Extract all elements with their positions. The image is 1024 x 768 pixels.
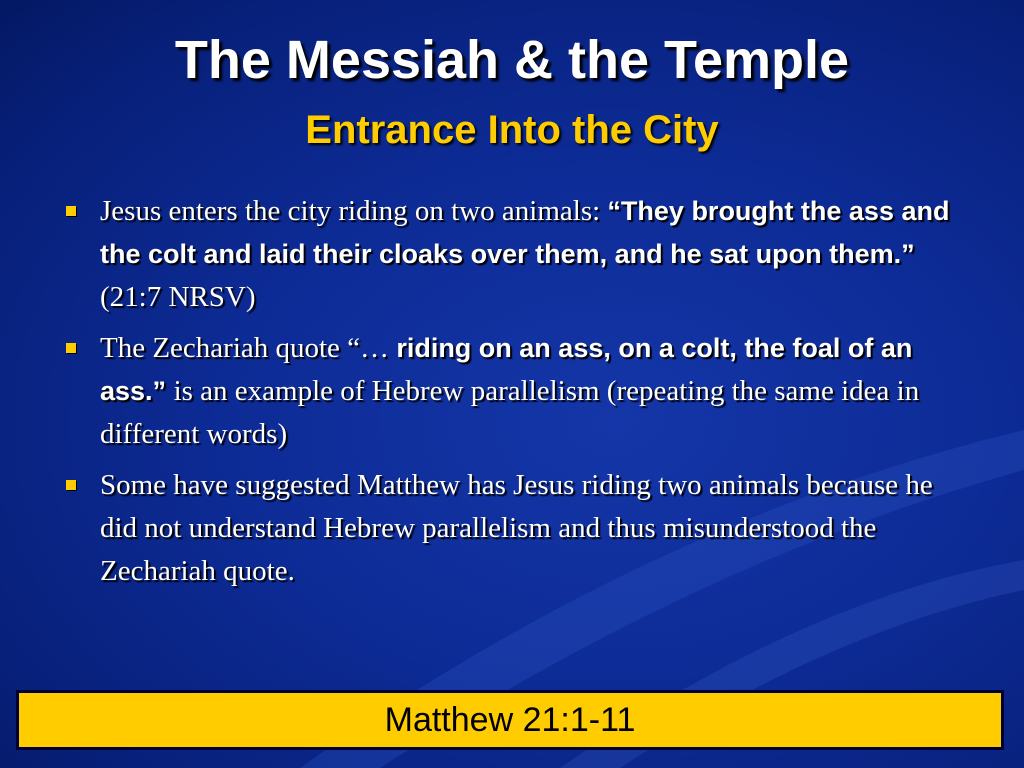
scripture-reference-banner	[16, 690, 1004, 750]
bullet-item	[60, 192, 950, 321]
square-bullet-icon	[66, 206, 76, 216]
bullet-citation: (21:7 NRSV)	[100, 281, 256, 313]
bullet-quote: “They brought the ass and the colt and laid their cloaks over them, and he sat upon them.”	[100, 196, 950, 269]
scripture-reference: Matthew 21:1-11	[384, 700, 636, 739]
bullet-text-continued: is an example of Hebrew parallelism (repeating the same idea in different words)	[100, 375, 920, 450]
bullet-item	[60, 466, 950, 595]
bullet-item	[60, 329, 950, 458]
slide-title: The Messiah & the Temple	[174, 30, 850, 90]
bullet-text: The Zechariah quote “…	[100, 332, 397, 364]
bullet-text: Some have suggested Matthew has Jesus riding two animals because he did not understand Hebrew parallelism and thus misunderstood the Zechariah quote.	[100, 469, 933, 587]
slide-subtitle: Entrance Into the City	[305, 108, 719, 152]
square-bullet-icon	[66, 343, 76, 353]
bullet-list	[60, 192, 950, 603]
bullet-text: Jesus enters the city riding on two animals:	[100, 195, 608, 227]
bullet-quote: riding on an ass, on a colt, the foal of an ass.”	[100, 333, 913, 406]
square-bullet-icon	[66, 480, 76, 490]
